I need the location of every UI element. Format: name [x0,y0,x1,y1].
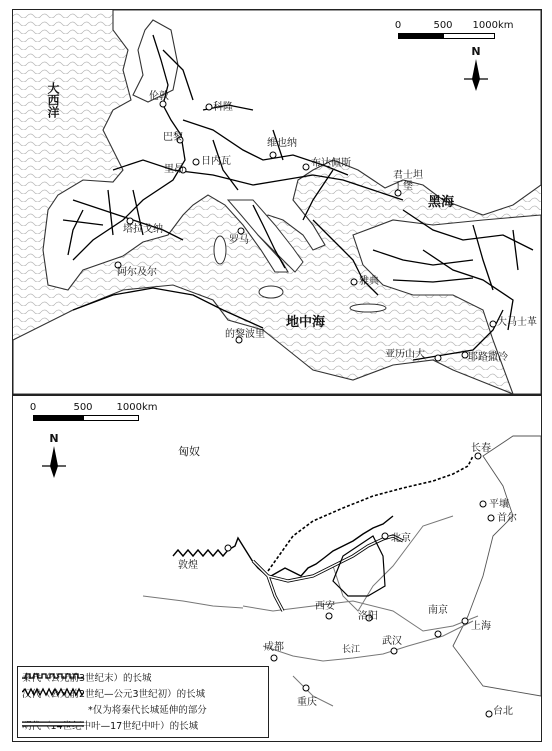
scale-tick-500: 500 [73,402,93,413]
label-tripoli: 的黎波里 [225,329,265,340]
label-atlantic: 大西洋 [46,82,60,118]
label-chengdu: 成都 [264,642,284,653]
label-jerusalem: 耶路撒冷 [468,352,508,363]
label-beijing: 北京 [391,533,411,544]
legend-ming-label: 明代（14世纪中叶—17世纪中叶）的长城 [22,721,199,732]
label-paris: 巴黎 [163,132,183,143]
great-wall-map [12,395,542,742]
label-nanjing: 南京 [428,605,448,616]
sicily-land [259,286,283,298]
label-seoul: 首尔 [497,513,517,524]
label-yangtze: 长江 [342,645,361,655]
label-lyon: 里昂 [164,164,184,175]
bottom-north-arrow [39,432,69,480]
label-athens: 雅典 [359,276,379,287]
top-north-arrow [461,45,491,93]
label-taipei: 台北 [493,706,513,717]
han-wall-swatch [22,687,84,697]
legend-qin-label: 秦代（公元前3世纪末）的长城 [22,673,152,684]
label-cologne: 科隆 [213,102,233,113]
map-legend [17,666,269,738]
legend-row-ming [22,719,198,731]
scale-tick-500: 500 [433,20,453,31]
label-xian: 西安 [315,601,335,612]
legend-note-label: *仅为将秦代长城延伸的部分 [88,705,207,716]
label-london: 伦敦 [149,91,169,102]
ming-wall-swatch [22,719,84,729]
scale-tick-0: 0 [29,402,37,413]
label-dunhuang: 敦煌 [178,560,198,571]
label-changchun: 长春 [471,443,491,454]
scale-bar-white [443,33,495,39]
scale-tick-1000: 1000km [472,20,514,31]
label-shanghai: 上海 [471,621,491,632]
scale-bar-black [398,33,445,39]
label-mediterranean: 地中海 [286,315,326,330]
label-alexandria: 亚历山大 [385,349,425,360]
north-label: N [49,432,59,445]
legend-row-qin [22,671,152,683]
scale-tick-0: 0 [394,20,402,31]
scale-bar-black [33,415,85,421]
compass-icon [461,45,491,93]
label-algiers: 阿尔及尔 [117,267,157,278]
label-luoyang: 洛阳 [358,611,378,622]
label-xiongnu: 匈奴 [178,445,200,458]
label-constantinople: 君士坦丁堡 [393,170,423,192]
roman-roads-map [12,9,542,395]
qin-wall-swatch [22,671,84,681]
label-tarragona: 塔拉戈纳 [123,224,163,235]
legend-row-note [88,703,207,715]
label-pyongyang: 平壤 [489,499,509,510]
label-geneva: 日内瓦 [201,156,231,167]
crete-land [350,304,386,312]
label-budapest: 布达佩斯 [311,158,351,169]
top-scale-bar [393,20,523,44]
label-vienna: 维也纳 [267,138,297,149]
label-chongqing: 重庆 [297,697,317,708]
legend-row-han [22,687,205,699]
bottom-scale-bar [27,402,157,426]
scale-tick-1000: 1000km [116,402,158,413]
label-rome: 罗马 [229,235,249,246]
north-label: N [471,45,481,58]
label-black-sea: 黑海 [428,195,455,210]
compass-icon [39,432,69,480]
label-wuhan: 武汉 [382,636,402,647]
sardinia-land [214,236,226,264]
legend-han-label: 汉代（公元前2世纪—公元3世纪初）的长城 [22,689,206,700]
scale-bar-white [83,415,139,421]
label-damascus: 大马士革 [497,317,537,328]
